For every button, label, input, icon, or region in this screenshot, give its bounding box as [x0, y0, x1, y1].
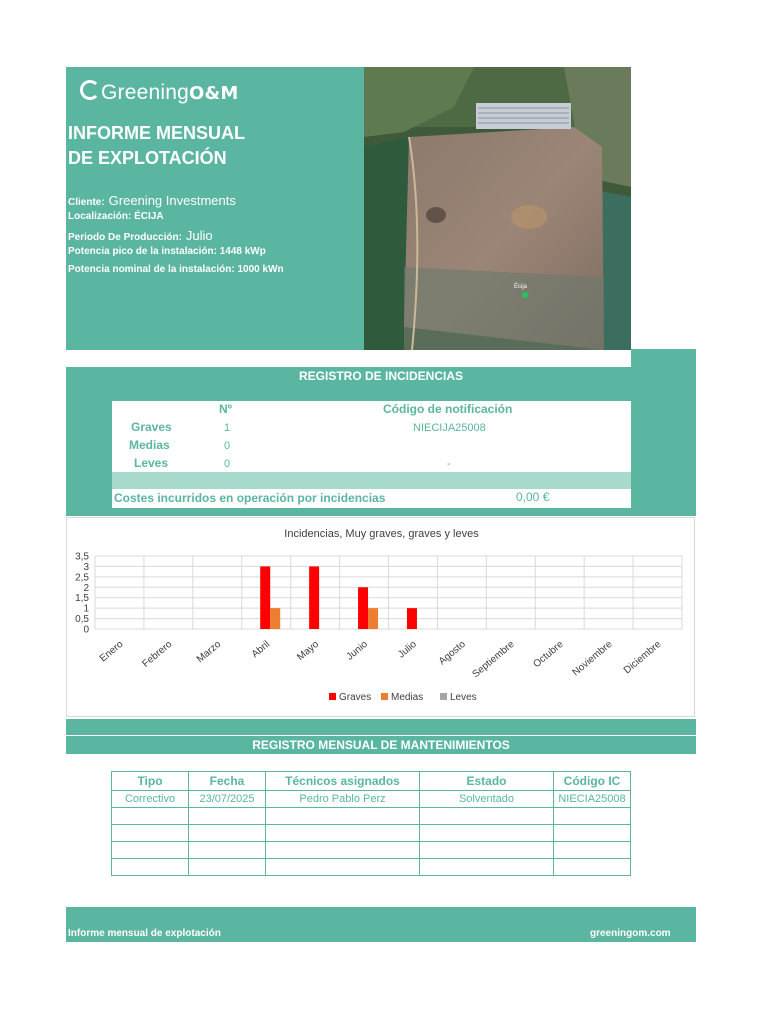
- chart-x-tick-label: Marzo: [194, 638, 224, 666]
- cliente-line: [68, 193, 236, 208]
- cell-tipo: [112, 825, 189, 842]
- table-row: [112, 808, 631, 825]
- header-panel: [66, 67, 364, 350]
- chart-bar: [358, 587, 368, 629]
- cell-estado: [420, 859, 554, 876]
- chart-x-tick-label: Mayo: [295, 638, 322, 664]
- chart-y-tick-label: 2,5: [75, 572, 89, 584]
- chart-x-tick-label: Febrero: [140, 638, 175, 670]
- header-right-strip: [631, 349, 696, 367]
- satellite-map: [364, 67, 631, 350]
- chart-x-tick-label: Julio: [396, 638, 419, 661]
- chart-x-tick-label: Agosto: [436, 638, 468, 668]
- cell-tecnicos: [266, 842, 420, 859]
- chart-legend-label: Medias: [391, 692, 424, 703]
- cell-codigo: NIECIA25008: [554, 791, 631, 808]
- chart-x-tick-label: Junio: [344, 638, 370, 663]
- costes-value: 0,00 €: [516, 490, 550, 504]
- cell-codigo: [554, 825, 631, 842]
- chart-legend-swatch: [381, 693, 388, 700]
- table-row: [112, 859, 631, 876]
- chart-plot: [67, 518, 694, 716]
- chart-y-tick-label: 0: [83, 624, 89, 636]
- chart-y-tick-label: 3: [83, 561, 89, 573]
- cell-tipo: [112, 842, 189, 859]
- cell-fecha: [189, 859, 266, 876]
- cell-tipo: Correctivo: [112, 791, 189, 808]
- cell-estado: [420, 808, 554, 825]
- chart-legend-swatch: [329, 693, 336, 700]
- col-header-tipo: Tipo: [112, 772, 189, 791]
- cell-codigo: [554, 808, 631, 825]
- incidencias-row-label: Medias: [129, 438, 170, 452]
- col-header-codigo: Código IC: [554, 772, 631, 791]
- chart-bar: [260, 566, 270, 629]
- incidencias-row-label: Leves: [134, 456, 169, 470]
- cell-tecnicos: [266, 859, 420, 876]
- incidencias-row-num: 0: [224, 440, 231, 452]
- col-header-estado: Estado: [420, 772, 554, 791]
- chart-x-tick-label: Noviembre: [570, 638, 615, 679]
- incidencias-chart: [66, 517, 695, 717]
- chart-bar: [309, 566, 319, 629]
- mantenimiento-top-bar: [66, 719, 696, 735]
- cell-tecnicos: Pedro Pablo Perz: [266, 791, 420, 808]
- table-row: [112, 825, 631, 842]
- periodo-line: [68, 228, 213, 243]
- footer-report-name: Informe mensual de explotación: [68, 928, 221, 939]
- cell-codigo: [554, 842, 631, 859]
- brand-name-light: Greening: [101, 81, 189, 104]
- cell-tecnicos: [266, 808, 420, 825]
- incidencias-col-codigo: Código de notificación: [383, 402, 513, 416]
- report-title: [68, 121, 245, 171]
- cell-estado: [420, 825, 554, 842]
- periodo-label: Periodo De Producción:: [68, 232, 182, 243]
- incidencias-row-code: NIECIJA25008: [413, 422, 486, 434]
- potencia-pico-line: Potencia pico de la instalación: 1448 kWp: [68, 246, 266, 257]
- cliente-label: Cliente:: [68, 197, 105, 208]
- table-row: [112, 791, 631, 808]
- report-title-line2: DE EXPLOTACIÓN: [68, 148, 227, 168]
- incidencias-row-num: 0: [224, 458, 231, 470]
- col-header-fecha: Fecha: [189, 772, 266, 791]
- map-place-label: Écija: [514, 284, 528, 290]
- chart-y-tick-label: 1,5: [75, 593, 89, 605]
- report-title-line1: INFORME MENSUAL: [68, 123, 245, 143]
- chart-x-tick-label: Septiembre: [470, 638, 517, 681]
- chart-y-tick-label: 2: [83, 582, 89, 594]
- chart-x-tick-label: Octubre: [531, 638, 566, 671]
- incidencias-spacer-row: [112, 472, 631, 489]
- chart-bar: [407, 608, 417, 629]
- chart-y-tick-label: 3,5: [75, 551, 89, 563]
- cell-tipo: [112, 859, 189, 876]
- chart-legend-label: Graves: [339, 692, 372, 703]
- mantenimiento-table: [111, 771, 631, 876]
- chart-x-tick-label: Enero: [97, 638, 126, 665]
- cell-tecnicos: [266, 825, 420, 842]
- chart-y-tick-label: 1: [83, 603, 89, 615]
- cell-fecha: 23/07/2025: [189, 791, 266, 808]
- chart-legend-label: Leves: [450, 692, 477, 703]
- chart-x-tick-label: Abril: [249, 638, 273, 661]
- incidencias-row-label: Graves: [131, 420, 172, 434]
- cell-estado: Solventado: [420, 791, 554, 808]
- logo-g-icon: [80, 80, 100, 100]
- brand-name-bold: O&M: [189, 83, 239, 104]
- incidencias-row-num: 1: [224, 422, 231, 434]
- periodo-value: Julio: [185, 228, 213, 243]
- localizacion-line: Localización: ÉCIJA: [68, 211, 164, 222]
- incidencias-row-code: -: [447, 458, 451, 470]
- chart-title: Incidencias, Muy graves, graves y leves: [284, 528, 479, 540]
- cell-fecha: [189, 825, 266, 842]
- chart-y-tick-label: 0,5: [75, 614, 89, 626]
- footer-website-link[interactable]: greeningom.com: [590, 928, 671, 939]
- cell-codigo: [554, 859, 631, 876]
- cliente-value: Greening Investments: [108, 193, 236, 208]
- potencia-nominal-line: Potencia nominal de la instalación: 1000 kWn: [68, 264, 284, 275]
- cell-fecha: [189, 842, 266, 859]
- cell-estado: [420, 842, 554, 859]
- chart-x-tick-label: Diciembre: [621, 638, 664, 677]
- cell-fecha: [189, 808, 266, 825]
- chart-legend-swatch: [440, 693, 447, 700]
- col-header-tecnicos: Técnicos asignados: [266, 772, 420, 791]
- costes-label: Costes incurridos en operación por incidencias: [114, 491, 386, 505]
- mantenimiento-section-title: REGISTRO MENSUAL DE MANTENIMIENTOS: [66, 736, 696, 754]
- incidencias-col-num: Nº: [219, 402, 233, 416]
- cell-tipo: [112, 808, 189, 825]
- brand-logo: [80, 80, 239, 105]
- table-row: [112, 842, 631, 859]
- incidencias-section-title: REGISTRO DE INCIDENCIAS: [66, 367, 696, 385]
- mantenimiento-header-row: [112, 772, 631, 791]
- chart-bar: [368, 608, 378, 629]
- chart-bar: [270, 608, 280, 629]
